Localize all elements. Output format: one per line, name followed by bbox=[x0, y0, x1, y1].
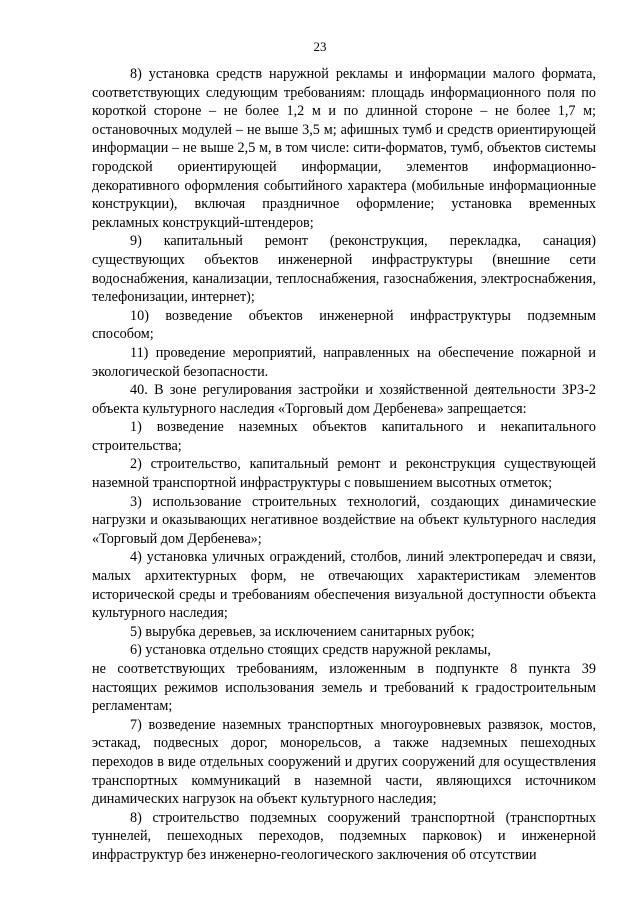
paragraph-section-40-heading: 40. В зоне регулирования застройки и хозяйственной деятельности ЗРЗ-2 объекта культурного наследия «Торговый дом Дербенева» запрещается: bbox=[92, 382, 596, 417]
paragraph-prohibition-3: 3) использование строительных технологий, создающих динамические нагрузки и оказывающих негативное воздействие на объект культурного наследия «Торговый дом Дербенева»; bbox=[92, 493, 596, 547]
paragraph-prohibition-6: 6) установка отдельно стоящих средств наружной рекламы, bbox=[130, 642, 491, 659]
paragraph-prohibition-1: 1) возведение наземных объектов капитального и некапитального строительства; bbox=[92, 419, 596, 454]
page-number: 23 bbox=[313, 39, 327, 54]
paragraph-item-10-underground: 10) возведение объектов инженерной инфраструктуры подземным способом; bbox=[92, 307, 596, 343]
paragraph-prohibition-6-continued: не соответствующих требованиям, изложенным в подпункте 8 пункта 39 настоящих режимов использования земель и требований к градостроительным регламентам; bbox=[92, 661, 596, 715]
paragraph-prohibition-8: 8) строительство подземных сооружений транспортной (транспортных туннелей, пешеходных переходов, подземных парковок) и инженерной инфраструктур без инженерно-геологического заключения об отсутствии bbox=[92, 809, 596, 863]
paragraph-prohibition-4: 4) установка уличных ограждений, столбов, линий электропередач и связи, малых архитектурных форм, не отвечающих характеристикам элементов исторической среды и требованиям обеспечения визуальной доступности объекта культурного наследия; bbox=[92, 549, 596, 622]
paragraph-item-9-capital-repair: 9) капитальный ремонт (реконструкция, перекладка, санация) существующих объектов инженерной инфраструктуры (внешние сети водоснабжения, канализации, теплоснабжения, газоснабжения, электроснабжения, телефонизации, интернет); bbox=[92, 233, 596, 306]
paragraph-prohibition-5: 5) вырубка деревьев, за исключением санитарных рубок; bbox=[130, 623, 475, 640]
paragraph-prohibition-7: 7) возведение наземных транспортных многоуровневых развязок, мостов, эстакад, подвесных дорог, монорельсов, а также надземных пешеходных переходов в виде отдельных сооружений и других сооружений для осуществления транспортных коммуникаций в наземной части, являющихся источником динамических нагрузок на объект культурного наследия; bbox=[92, 716, 596, 808]
document-body bbox=[92, 65, 596, 865]
paragraph-prohibition-2: 2) строительство, капитальный ремонт и реконструкция существующей наземной транспортной инфраструктуры с повышением высотных отметок; bbox=[92, 456, 596, 492]
paragraph-item-11-safety: 11) проведение мероприятий, направленных на обеспечение пожарной и экологической безопасности. bbox=[92, 344, 596, 380]
paragraph-item-8-advertising: 8) установка средств наружной рекламы и информации малого формата, соответствующих следующим требованиям: площадь информационного поля по короткой стороне – не более 1,2 м и по длинной стороне – не более 1,7 м; остановочных модулей – не выше 3,5 м; афишных тумб и средств ориентирующей информации – не выше 2,5 м, в том числе: сити-форматов, тумб, объектов системы городской ориентирующей информации, элементов информационно-декоративного оформления событийного характера (мобильные информационные конструкции), включая праздничное оформление; установка временных рекламных конструкций-штендеров; bbox=[92, 66, 596, 231]
